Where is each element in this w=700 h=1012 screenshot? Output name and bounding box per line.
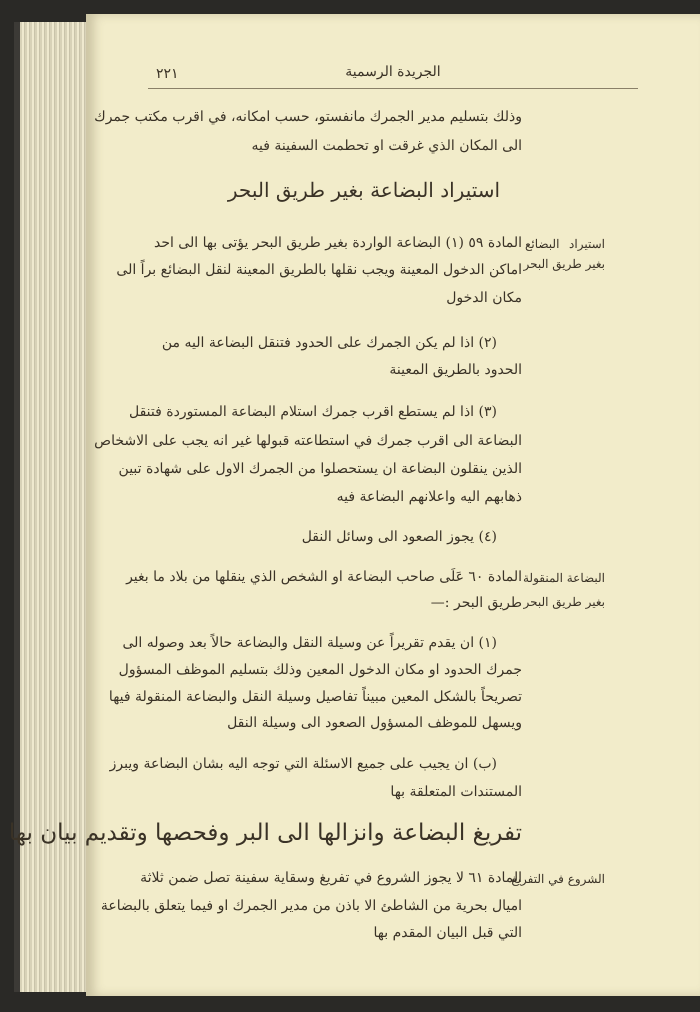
margin-note: البضاعة المنقولة [523, 571, 605, 585]
text-line: الى المكان الذي غرقت او تحطمت السفينة فيه [251, 138, 522, 154]
text-line: المادة ٦٠ عَلَى صاحب البضاعة او الشخص الذي ينقلها من بلاد ما بغير [126, 569, 522, 585]
text-line: المادة ٥٩ (١) البضاعة الواردة بغير طريق البحر يؤتى بها الى احد [153, 235, 522, 251]
text-line: (ب) ان يجيب على جميع الاسئلة التي توجه اليه بشان البضاعة ويبرز [109, 756, 497, 772]
text-line: اماكن الدخول المعينة ويجب نقلها بالطريق المعينة لنقل البضائع براً الى [116, 262, 522, 278]
text-line: (٤) يجوز الصعود الى وسائل النقل [301, 529, 497, 545]
text-line: الذين ينقلون البضاعة ان يستحصلوا من الجمرك الاول على شهادة تبين [118, 461, 522, 477]
text-line: (١) ان يقدم تقريراً عن وسيلة النقل والبضاعة حالاً بعد وصوله الى [122, 635, 497, 651]
text-line: طريق البحر :— [430, 595, 522, 611]
section-heading: تفريغ البضاعة وانزالها الى البر وفحصها وتقديم بيان بها [8, 820, 522, 846]
text-line: (٣) اذا لم يستطع اقرب جمرك استلام البضاعة المستوردة فتنقل [128, 404, 497, 420]
book-page [8, 14, 700, 996]
page-number: ٢٢١ [156, 66, 179, 82]
margin-note: بغير طريق البحر [523, 257, 605, 271]
text-line: التي قبل البيان المقدم بها [373, 925, 522, 941]
margin-note: بغير طريق البحر [523, 595, 605, 609]
header-rule [148, 88, 638, 89]
section-heading: استيراد البضاعة بغير طريق البحر [227, 178, 501, 202]
page-stack-edge [14, 22, 94, 992]
text-line: ويسهل للموظف المسؤول الصعود الى وسيلة النقل [227, 715, 522, 731]
text-line: مكان الدخول [446, 290, 522, 306]
text-line: ذهابهم اليه واعلانهم البضاعة فيه [336, 489, 522, 505]
text-line: المستندات المتعلقة بها [390, 784, 522, 800]
text-line: اميال بحرية من الشاطئ الا باذن من مدير الجمرك او فيما يتعلق بالبضاعة [100, 898, 522, 914]
text-line: تصريحاً بالشكل المعين مبيناً تفاصيل وسيلة النقل والبضاعة المنقولة فيها [108, 689, 522, 705]
text-line: الحدود بالطريق المعينة [389, 362, 522, 378]
margin-note: الشروع في التفريغ [511, 872, 605, 886]
margin-note: استيراد البضائع [525, 237, 605, 251]
text-line: (٢) اذا لم يكن الجمرك على الحدود فتنقل البضاعة اليه من [161, 335, 497, 351]
text-line: المادة ٦١ لا يجوز الشروع في تفريغ وسقاية سفينة تصل ضمن ثلاثة [140, 870, 522, 886]
text-line: جمرك الحدود او مكان الدخول المعين وذلك بتسليم الموظف المسؤول [118, 662, 522, 678]
text-line: البضاعة الى اقرب جمرك في استطاعته قبولها غير انه يجب على الاشخاص [94, 433, 522, 449]
text-line: وذلك بتسليم مدير الجمرك مانفستو، حسب امكانه، في اقرب مكتب جمرك [94, 109, 522, 125]
running-header: الجريدة الرسمية [345, 64, 441, 80]
